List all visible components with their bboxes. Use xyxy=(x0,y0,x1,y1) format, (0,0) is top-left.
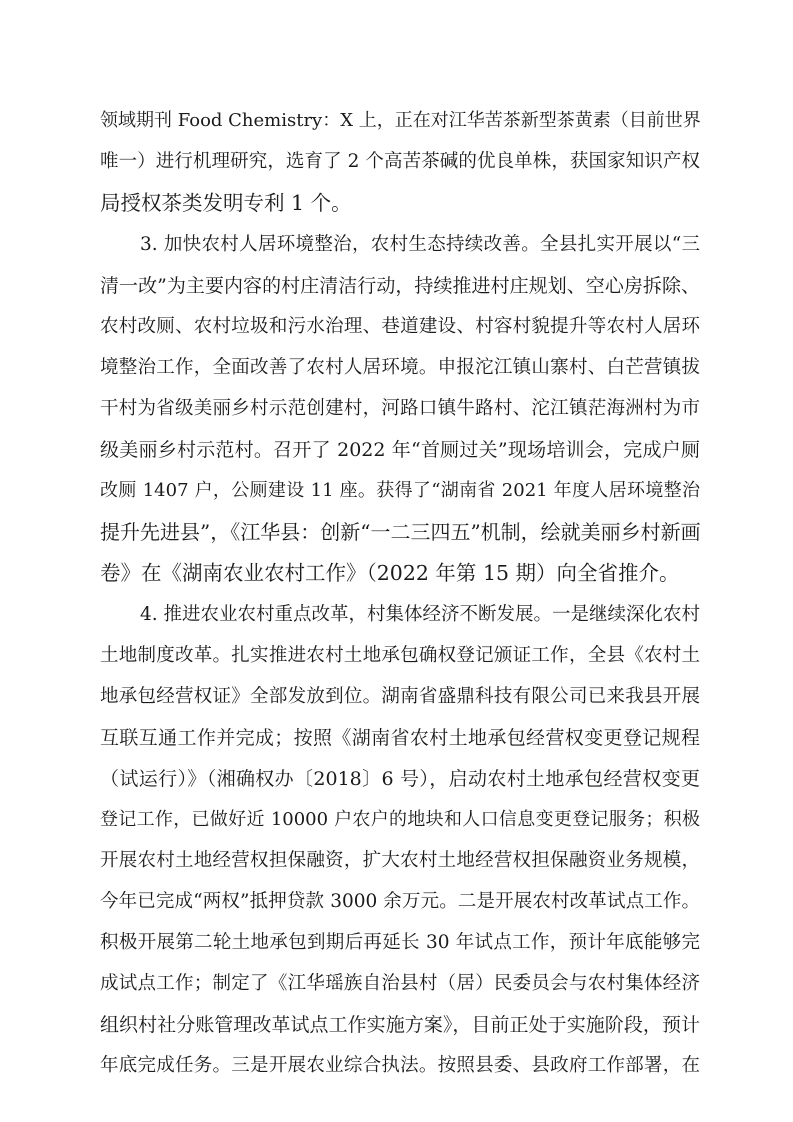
text-line: 境整治工作，全面改善了农村人居环境。申报沱江镇山寨村、白芒营镇拔 xyxy=(100,357,700,378)
text-line: 互联互通工作并完成；按照《湖南省农村土地承包经营权变更登记规程 xyxy=(100,727,700,749)
paragraph-3-first-line: 3. 加快农村人居环境整治，农村生态持续改善。全县扎实开展以“三 xyxy=(140,234,700,255)
text-line: 局授权茶类发明专利 1 个。 xyxy=(100,191,352,215)
text-line: 清一改”为主要内容的村庄清洁行动，持续推进村庄规划、空心房拆除、 xyxy=(100,275,700,297)
text-line: 农村改厕、农村垃圾和污水治理、巷道建设、村容村貌提升等农村人居环 xyxy=(100,316,700,337)
text-line: 唯一）进行机理研究，选育了 2 个高苦茶碱的优良单株，获国家知识产权 xyxy=(100,151,700,172)
text-line: 改厕 1407 户，公厕建设 11 座。获得了“湖南省 2021 年度人居环境整治 xyxy=(100,480,700,501)
text-line: 地承包经营权证》全部发放到位。湖南省盛鼎科技有限公司已来我县开展 xyxy=(100,686,700,707)
text-line: 登记工作，已做好近 10000 户农户的地块和人口信息变更登记服务；积极 xyxy=(100,809,700,830)
text-line: 开展农村土地经营权担保融资，扩大农村土地经营权担保融资业务规模， xyxy=(100,850,700,871)
text-line: 干村为省级美丽乡村示范创建村，河路口镇牛路村、沱江镇茫海洲村为市 xyxy=(100,398,700,419)
text-line: 卷》在《湖南农业农村工作》（2022 年第 15 期）向全省推介。 xyxy=(100,561,680,585)
text-line: 级美丽乡村示范村。召开了 2022 年“首厕过关”现场培训会，完成户厕 xyxy=(100,439,700,461)
text-line: 成试点工作；制定了《江华瑶族自治县村（居）民委员会与农村集体经济 xyxy=(100,973,700,994)
text-line: 年底完成任务。三是开展农业综合执法。按照县委、县政府工作部署，在 xyxy=(100,1055,700,1076)
text-line: 领域期刊 Food Chemistry：X 上，正在对江华苦茶新型茶黄素（目前世界 xyxy=(100,110,701,131)
text-line: （试运行）》（湘确权办〔2018〕6 号），启动农村土地承包经营权变更 xyxy=(100,768,700,790)
text-line: 土地制度改革。扎实推进农村土地承包确权登记颁证工作，全县《农村土 xyxy=(100,645,700,666)
text-line: 今年已完成“两权”抵押贷款 3000 余万元。二是开展农村改革试点工作。 xyxy=(100,891,700,912)
text-line: 组织村社分账管理改革试点工作实施方案》，目前正处于实施阶段，预计 xyxy=(100,1014,700,1036)
paragraph-4-first-line: 4. 推进农业农村重点改革，村集体经济不断发展。一是继续深化农村 xyxy=(140,604,701,625)
text-line: 提升先进县”，《江华县：创新“一二三四五”机制，绘就美丽乡村新画 xyxy=(100,520,701,544)
text-line: 积极开展第二轮土地承包到期后再延长 30 年试点工作，预计年底能够完 xyxy=(100,932,700,953)
